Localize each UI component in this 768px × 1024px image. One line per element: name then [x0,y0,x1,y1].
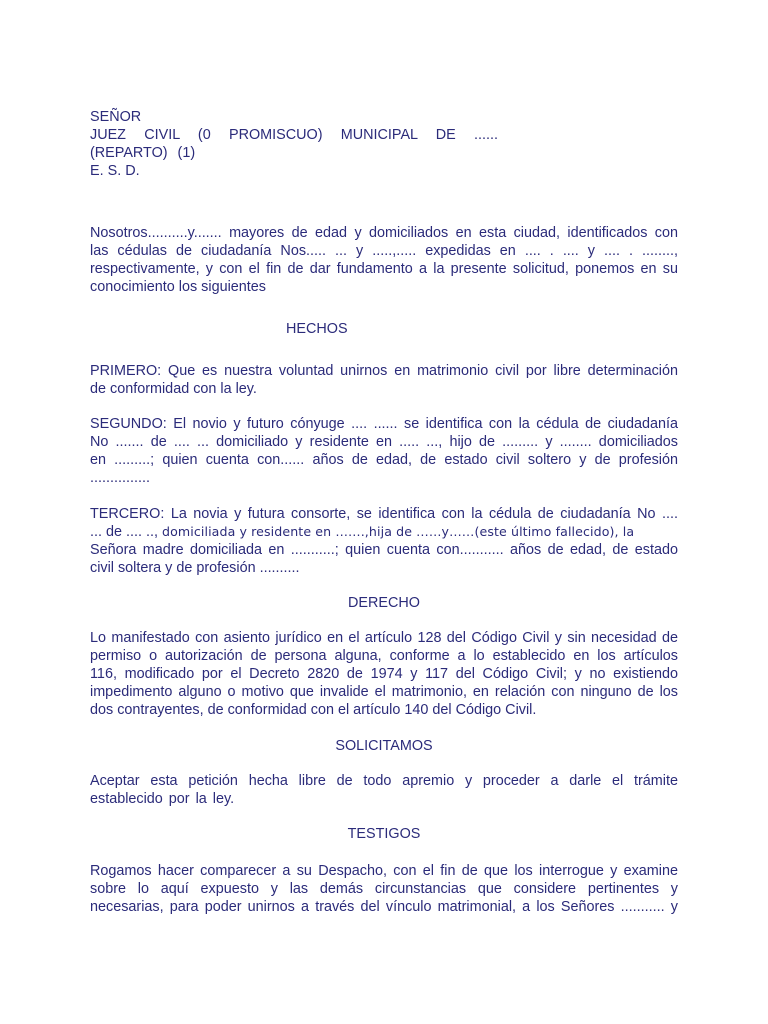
paragraph-line: impedimento alguno o motivo que invalide el matrimonio, en relación con ninguno de los [90,684,678,700]
primero-paragraph [90,362,678,398]
paragraph-line: las cédulas de ciudadanía Nos..... ... y .....,..... expedidas en .... . .... y .... . ........, [90,243,678,259]
addressee-line: E. S. D. [90,163,140,179]
addressee-line: (REPARTO) (1) [90,145,196,161]
paragraph-line: Nosotros..........y....... mayores de edad y domiciliados en esta ciudad, identificados con [90,225,678,241]
solicitamos-paragraph [90,772,678,808]
addressee-line: JUEZ CIVIL (0 PROMISCUO) MUNICIPAL DE ...... [90,127,498,143]
paragraph-line: dos contrayentes, de conformidad con el artículo 140 del Código Civil. [90,702,537,718]
paragraph-line: civil soltera y de profesión .......... [90,560,300,576]
paragraph-line: de conformidad con la ley. [90,381,257,397]
paragraph-line: respectivamente, y con el fin de dar fundamento a la presente solicitud, ponemos en su [90,261,678,277]
testigos-paragraph [90,862,678,916]
section-heading-hechos: HECHOS [286,321,348,337]
section-heading-solicitamos: SOLICITAMOS [335,738,433,754]
paragraph-line: en .........; quien cuenta con...... años de edad, de estado civil soltero y de profesión [90,452,678,468]
section-heading-testigos: TESTIGOS [347,826,421,842]
paragraph-line: TERCERO: La novia y futura consorte, se identifica con la cédula de ciudadanía No .... [90,506,678,522]
paragraph-line: Rogamos hacer comparecer a su Despacho, con el fin de que los interrogue y examine [90,863,678,879]
intro-paragraph [90,224,678,296]
paragraph-line: permiso o autorización de persona alguna, conforme a lo establecido en los artículos [90,648,678,664]
derecho-paragraph [90,629,678,719]
paragraph-line: establecido por la ley. [90,791,235,807]
tercero-paragraph [90,505,678,577]
paragraph-line [90,523,678,541]
paragraph-line: Aceptar esta petición hecha libre de todo apremio y proceder a darle el trámite [90,773,678,789]
paragraph-fragment-alt-font: domiciliada y residente en …….,hija de ……y……(este último fallecido), la [161,524,635,539]
segundo-paragraph [90,415,678,487]
addressee-block [90,108,678,180]
paragraph-line: 116, modificado por el Decreto 2820 de 1974 y 117 del Código Civil; y no existiendo [90,666,678,682]
paragraph-line: conocimiento los siguientes [90,279,266,295]
paragraph-line: No ....... de .... ... domiciliado y residente en ..... ..., hijo de ......... y ........ domiciliados [90,434,678,450]
paragraph-line: necesarias, para poder unirnos a través del vínculo matrimonial, a los Señores ........... y [90,899,678,915]
paragraph-line: sobre lo aquí expuesto y las demás circunstancias que considere pertinentes y [90,881,678,897]
paragraph-fragment: ... de .... .., [90,524,162,540]
paragraph-line: Lo manifestado con asiento jurídico en el artículo 128 del Código Civil y sin necesidad de [90,630,678,646]
section-heading-derecho: DERECHO [348,595,420,611]
paragraph-line: ............... [90,470,150,486]
paragraph-line: SEGUNDO: El novio y futuro cónyuge .... ...... se identifica con la cédula de ciudadanía [90,416,678,432]
paragraph-line: Señora madre domiciliada en ...........; quien cuenta con........... años de edad, de estado [90,542,678,558]
paragraph-line: PRIMERO: Que es nuestra voluntad unirnos en matrimonio civil por libre determinación [90,363,678,379]
addressee-line: SEÑOR [90,109,142,125]
